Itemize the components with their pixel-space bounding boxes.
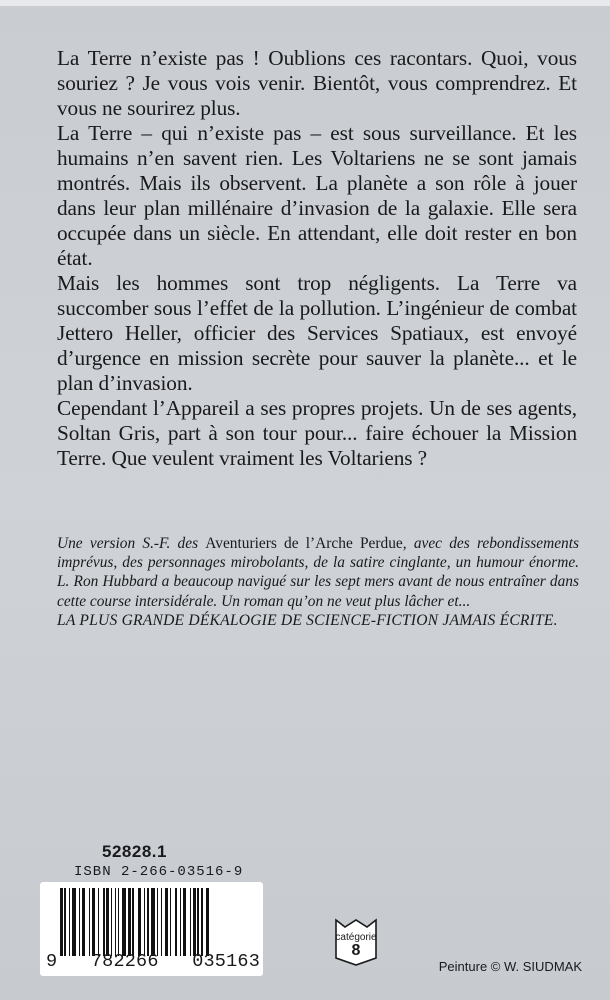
isbn-number: ISBN 2-266-03516-9 [74, 864, 244, 880]
blurb-paragraph: La Terre – qui n’existe pas – est sous surveillance. Et les humains n’en savent rien. Les Voltariens ne se sont jamais montrés. Mais ils observent. La planète a son rôle à jouer dans leur plan millénaire d’invasion de la galaxie. Elle sera occupée dans un siècle. En attendant, elle doit rester en bon état. [57, 121, 577, 270]
category-number: 8 [351, 942, 361, 959]
review-quote [57, 534, 579, 630]
review-body: avec des rebondissements imprévus, des personnages mirobolants, de la satire cinglante, un humour énorme. L. Ron Hubbard a beaucoup navigué sur les sept mers avant de nous entraîner dans cette course intersidérale. Un roman qu’on ne veut plus lâcher et... [57, 535, 579, 610]
review-paragraph [57, 534, 579, 611]
review-film-title: Aventuriers de l’Arche Perdue, [205, 535, 407, 552]
barcode-bars [60, 888, 256, 956]
cover-top-edge [0, 0, 610, 6]
blurb-paragraph: La Terre n’existe pas ! Oublions ces racontars. Quoi, vous souriez ? Je vous vois venir. Bientôt, vous comprendrez. Et vous ne sourirez plus. [57, 46, 577, 120]
barcode-digits [46, 951, 260, 972]
barcode-digit-group: 9 [46, 951, 58, 972]
category-label: catégorie [335, 932, 377, 943]
barcode-bar [209, 888, 210, 956]
barcode [40, 882, 263, 976]
publisher-code: 52828.1 [102, 842, 167, 861]
barcode-digit-group: 782266 [90, 951, 159, 972]
blurb-paragraph: Mais les hommes sont trop négligents. La Terre va succomber sous l’effet de la pollution. L’ingénieur de combat Jettero Heller, officier des Services Spatiaux, est envoyé d’urgence en mission secrète pour sauver la planète... et le plan d’invasion. [57, 271, 577, 395]
category-badge [334, 918, 378, 966]
blurb-paragraph: Cependant l’Appareil a ses propres projets. Un de ses agents, Soltan Gris, part à son tour pour... faire échouer la Mission Terre. Que veulent vraiment les Voltariens ? [57, 396, 577, 470]
review-intro: Une version S.-F. des [57, 535, 206, 552]
cover-art-credit: Peinture © W. SIUDMAK [438, 959, 582, 974]
barcode-digit-group: 035163 [192, 951, 260, 972]
review-tagline: LA PLUS GRANDE DÉKALOGIE DE SCIENCE-FICTION JAMAIS ÉCRITE. [57, 611, 558, 629]
blurb-text [57, 46, 577, 471]
